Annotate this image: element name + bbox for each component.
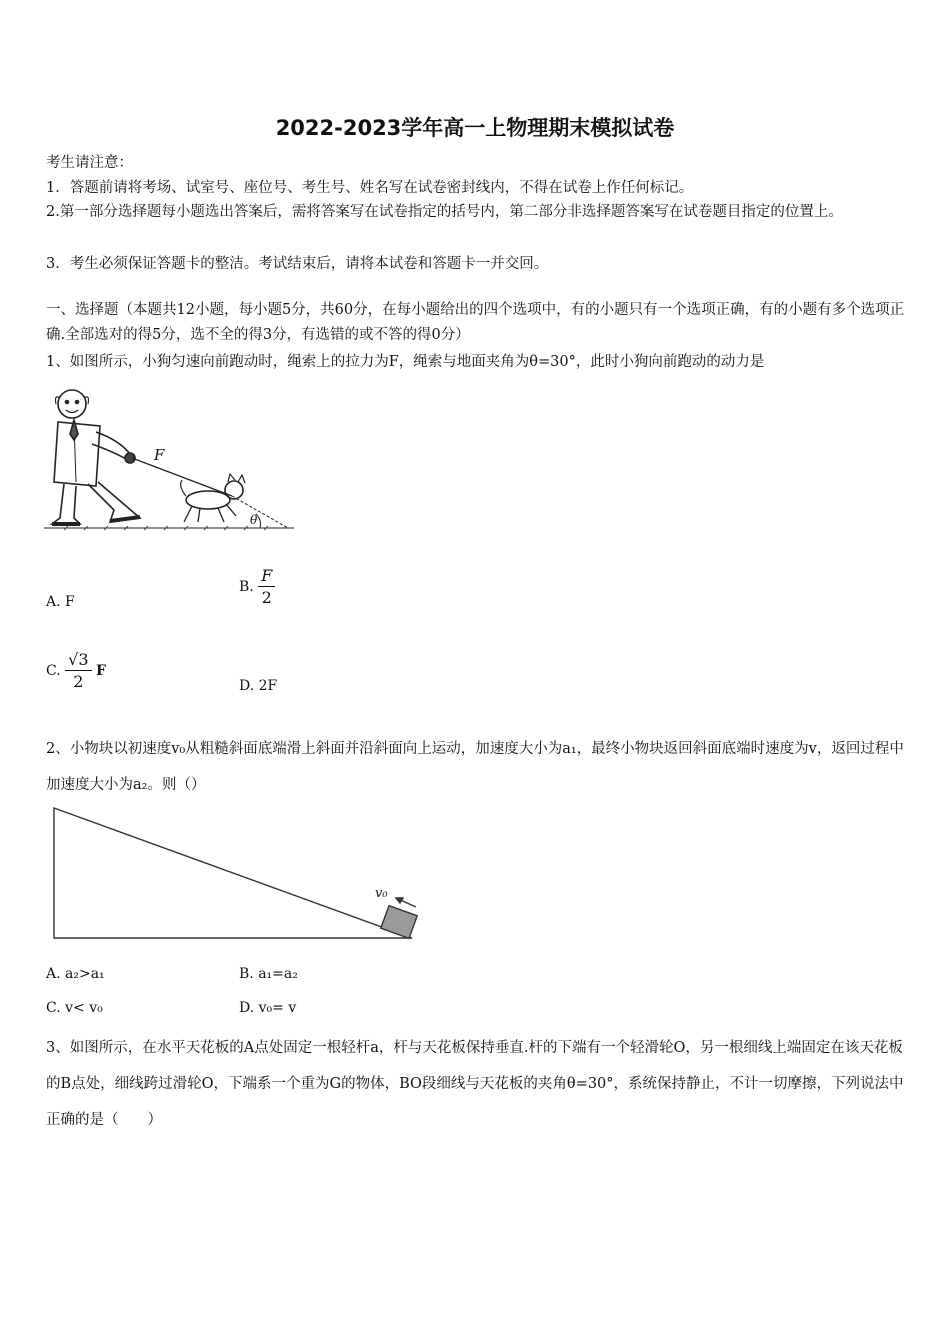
notice-item-1: 1．答题前请将考场、试室号、座位号、考生号、姓名写在试卷密封线内，不得在试卷上作任何标记。 [46,180,694,196]
notice-item-3: 3．考生必须保证答题卡的整洁。考试结束后，请将本试卷和答题卡一并交回。 [46,256,549,272]
q1-option-d[interactable]: D. 2F [239,678,278,694]
q2-option-a[interactable]: A. a₂>a₁ [46,966,105,982]
q1-angle-label: θ [250,513,258,527]
section-heading: 一、选择题（本题共12小题，每小题5分，共60分，在每小题给出的四个选项中，有的小题只有一个选项正确，有的小题有多个选项正确.全部选对的得5分，选不全的得3分，有选错的或不答的得0分） [46,302,905,343]
q1-stem: 1、如图所示，小狗匀速向前跑动时，绳索上的拉力为F，绳索与地面夹角为θ=30°，此时小狗向前跑动的动力是 [46,354,765,370]
q2-option-d[interactable]: D. v₀= v [239,1000,297,1016]
q1-option-c-numerator: √3 [65,650,91,671]
notice-header: 考生请注意： [46,155,133,171]
q1-option-c-prefix: C. [46,662,61,679]
page-title: 2022-2023学年高一上物理期末模拟试卷 [275,116,675,140]
q1-option-b-numerator: F [258,566,275,587]
q2-option-b[interactable]: B. a₁=a₂ [239,966,298,982]
q1-option-c[interactable] [46,650,106,691]
q1-option-b-fraction [258,566,275,607]
q1-option-c-suffix: F [95,662,106,679]
q1-figure [44,382,300,534]
notice-item-2: 2.第一部分选择题每小题选出答案后，需将答案写在试卷指定的括号内，第二部分非选择题答案写在试卷题目指定的位置上。 [46,204,843,220]
q1-force-label: F [154,446,165,464]
q2-velocity-label: v₀ [375,886,388,901]
q1-option-b-denominator: 2 [261,588,272,607]
q2-option-c[interactable]: C. v< v₀ [46,1000,103,1016]
q1-option-c-fraction [65,650,91,691]
q1-option-c-denominator: 2 [73,672,84,691]
q1-option-b[interactable] [239,566,275,607]
q1-option-a[interactable]: A. F [46,594,75,610]
q2-stem: 2、小物块以初速度v₀从粗糙斜面底端滑上斜面并沿斜面向上运动，加速度大小为a₁，最终小物块返回斜面底端时速度为v，返回过程中加速度大小为a₂。则（） [46,741,904,793]
q1-option-b-prefix: B. [239,578,254,595]
q3-stem: 3、如图所示，在水平天花板的A点处固定一根轻杆a，杆与天花板保持垂直.杆的下端有一个轻滑轮O，另一根细线上端固定在该天花板的B点处，细线跨过滑轮O，下端系一个重为G的物体，BO段细线与天花板的夹角θ=30°，系统保持静止，不计一切摩擦，下列说法中正确的是（ ） [46,1040,904,1128]
q2-figure [50,804,422,944]
